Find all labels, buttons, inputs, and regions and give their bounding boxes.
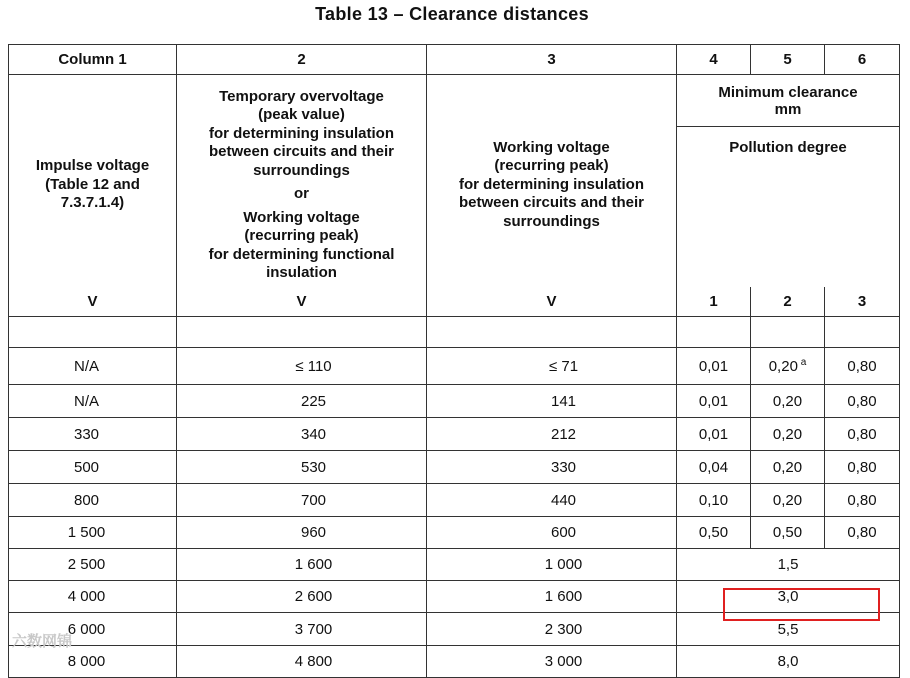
col3desc-line: surroundings bbox=[503, 212, 600, 230]
col3desc-line: for determining insulation bbox=[458, 175, 644, 193]
pollution-3-cell: 0,80 bbox=[825, 348, 900, 385]
working-voltage-cell: 212 bbox=[427, 418, 677, 451]
pollution-3-cell: 0,80 bbox=[825, 517, 900, 549]
units-row bbox=[9, 287, 900, 317]
table-row bbox=[9, 549, 900, 581]
col2desc-line: between circuits and their bbox=[208, 143, 395, 160]
table-title: Table 13 – Clearance distances bbox=[315, 4, 589, 24]
working-voltage-cell: 2 300 bbox=[427, 613, 677, 646]
col2-description-text bbox=[177, 80, 426, 283]
col1desc-line: 7.3.7.1.4) bbox=[60, 194, 125, 212]
impulse-voltage-cell: 1 500 bbox=[9, 517, 177, 549]
pollution-degree-1: 1 bbox=[677, 287, 751, 317]
working-voltage-cell: 1 000 bbox=[427, 549, 677, 581]
minimum-clearance-merged-cell: 5,5 bbox=[677, 613, 900, 646]
table-row bbox=[9, 385, 900, 418]
working-voltage-cell: 141 bbox=[427, 385, 677, 418]
pollution-2-cell: 0,20 bbox=[751, 484, 825, 517]
pollution-3-cell: 0,80 bbox=[825, 385, 900, 418]
temporary-overvoltage-cell: 1 600 bbox=[177, 549, 427, 581]
col2desc-line: Working voltage bbox=[243, 208, 360, 226]
impulse-voltage-cell: 6 000 bbox=[9, 613, 177, 646]
pollution-3-cell: 0,80 bbox=[825, 484, 900, 517]
temporary-overvoltage-cell: ≤ 110 bbox=[177, 348, 427, 385]
minimum-clearance-merged-cell: 3,0 bbox=[677, 581, 900, 613]
col1-description bbox=[9, 75, 177, 288]
pollution-1-cell: 0,01 bbox=[677, 385, 751, 418]
pollution-degree-2: 2 bbox=[751, 287, 825, 317]
mcdesc-line: Minimum clearance bbox=[718, 83, 858, 101]
working-voltage-cell: 1 600 bbox=[427, 581, 677, 613]
col2desc-line: insulation bbox=[266, 264, 337, 281]
pollution-1-cell: 0,01 bbox=[677, 418, 751, 451]
working-voltage-cell: 330 bbox=[427, 451, 677, 484]
pollution-1-cell: 0,10 bbox=[677, 484, 751, 517]
temporary-overvoltage-cell: 960 bbox=[177, 517, 427, 549]
pollution-degree-header: Pollution degree bbox=[677, 127, 900, 288]
pollution-degree-3: 3 bbox=[825, 287, 900, 317]
col2desc-line: (peak value) bbox=[258, 106, 345, 123]
impulse-voltage-cell: 330 bbox=[9, 418, 177, 451]
col3-description-text bbox=[427, 131, 676, 232]
col3desc-line: Working voltage bbox=[493, 138, 610, 156]
col2-number: 2 bbox=[177, 45, 427, 75]
col3-number: 3 bbox=[427, 45, 677, 75]
temporary-overvoltage-cell: 340 bbox=[177, 418, 427, 451]
table-row bbox=[9, 451, 900, 484]
col1-number: Column 1 bbox=[9, 45, 177, 75]
pollution-3-cell: 0,80 bbox=[825, 418, 900, 451]
col2desc-line: or bbox=[294, 185, 309, 202]
impulse-voltage-cell: 800 bbox=[9, 484, 177, 517]
minimum-clearance-text bbox=[677, 84, 899, 118]
impulse-voltage-cell: 2 500 bbox=[9, 549, 177, 581]
clearance-table bbox=[8, 44, 900, 678]
minimum-clearance-merged-cell: 8,0 bbox=[677, 646, 900, 678]
mcdesc-line: mm bbox=[774, 100, 802, 118]
temporary-overvoltage-cell: 225 bbox=[177, 385, 427, 418]
data-rows bbox=[9, 348, 900, 678]
col1desc-line: (Table 12 and bbox=[45, 175, 140, 193]
pollution-2-cell: 0,20 bbox=[751, 451, 825, 484]
impulse-voltage-cell: N/A bbox=[9, 385, 177, 418]
footnote-marker: a bbox=[797, 357, 807, 368]
temporary-overvoltage-cell: 2 600 bbox=[177, 581, 427, 613]
minimum-clearance-merged-cell: 1,5 bbox=[677, 549, 900, 581]
temporary-overvoltage-cell: 4 800 bbox=[177, 646, 427, 678]
col1desc-line: Impulse voltage bbox=[35, 157, 150, 175]
col3-unit: V bbox=[427, 287, 677, 317]
working-voltage-cell: 440 bbox=[427, 484, 677, 517]
pollution-1-cell: 0,04 bbox=[677, 451, 751, 484]
col4-number: 4 bbox=[677, 45, 751, 75]
temporary-overvoltage-cell: 3 700 bbox=[177, 613, 427, 646]
pollution-1-cell: 0,50 bbox=[677, 517, 751, 549]
table-row bbox=[9, 348, 900, 385]
col2desc-line: surroundings bbox=[253, 161, 350, 179]
pollution-2-cell: 0,50 bbox=[751, 517, 825, 549]
col2desc-line: Temporary overvoltage bbox=[219, 87, 384, 105]
watermark: 六数网锦 bbox=[12, 633, 73, 650]
working-voltage-cell: 3 000 bbox=[427, 646, 677, 678]
col3desc-line: (recurring peak) bbox=[494, 157, 609, 175]
col2desc-line: for determining functional bbox=[208, 245, 395, 263]
col3desc-line: between circuits and their bbox=[458, 194, 645, 212]
col1-description-text bbox=[9, 149, 176, 213]
table-row bbox=[9, 517, 900, 549]
pollution-2-cell: 0,20 bbox=[751, 385, 825, 418]
highlight-box bbox=[723, 588, 880, 621]
minimum-clearance-header bbox=[677, 75, 900, 127]
impulse-voltage-cell: N/A bbox=[9, 348, 177, 385]
table-row bbox=[9, 646, 900, 678]
col3-description bbox=[427, 75, 677, 288]
temporary-overvoltage-cell: 530 bbox=[177, 451, 427, 484]
col2-description bbox=[177, 75, 427, 288]
temporary-overvoltage-cell: 700 bbox=[177, 484, 427, 517]
working-voltage-cell: ≤ 71 bbox=[427, 348, 677, 385]
empty-row bbox=[9, 317, 900, 348]
col2-unit: V bbox=[177, 287, 427, 317]
column-description-row bbox=[9, 75, 900, 127]
pollution-1-cell: 0,01 bbox=[677, 348, 751, 385]
working-voltage-cell: 600 bbox=[427, 517, 677, 549]
column-number-row bbox=[9, 45, 900, 75]
col1-unit: V bbox=[9, 287, 177, 317]
col2desc-line: for determining insulation bbox=[208, 124, 394, 142]
impulse-voltage-cell: 500 bbox=[9, 451, 177, 484]
impulse-voltage-cell: 4 000 bbox=[9, 581, 177, 613]
table-row bbox=[9, 484, 900, 517]
col5-number: 5 bbox=[751, 45, 825, 75]
pollution-2-cell: 0,20 bbox=[751, 418, 825, 451]
impulse-voltage-cell: 8 000 bbox=[9, 646, 177, 678]
table-row bbox=[9, 418, 900, 451]
pollution-2-cell: 0,20 $^a$ bbox=[751, 348, 825, 385]
col2desc-line: (recurring peak) bbox=[244, 227, 359, 244]
col6-number: 6 bbox=[825, 45, 900, 75]
pollution-3-cell: 0,80 bbox=[825, 451, 900, 484]
